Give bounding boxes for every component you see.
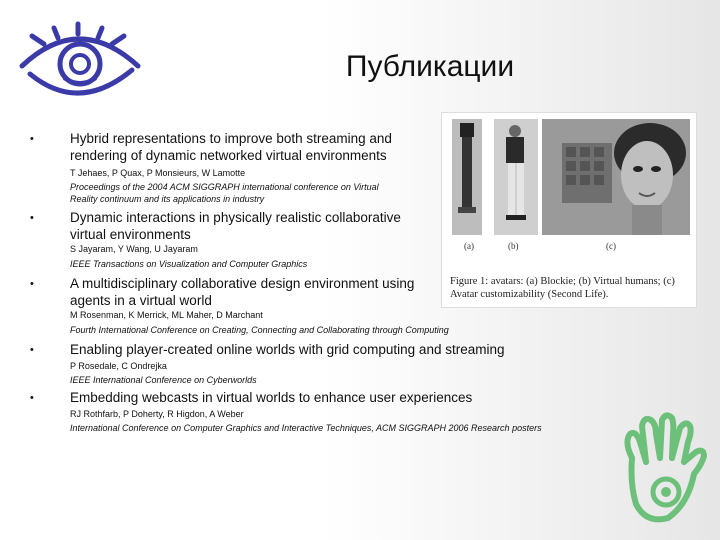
publication-title: Enabling player-created online worlds with grid computing and streaming: [70, 342, 505, 357]
eye-logo-icon: [14, 18, 144, 104]
bullet-icon: •: [30, 278, 34, 290]
publication-authors: RJ Rothfarb, P Doherty, R Higdon, A Weber: [70, 409, 244, 419]
publication-title: Embedding webcasts in virtual worlds to enhance user experiences: [70, 390, 473, 405]
bullet-icon: •: [30, 212, 34, 224]
publication-venue: IEEE International Conference on Cyberworlds: [70, 375, 257, 385]
publication-venue: IEEE Transactions on Visualization and Computer Graphics: [70, 259, 308, 269]
bullet-icon: •: [30, 133, 34, 145]
bullet-icon: •: [30, 344, 34, 356]
avatar-images: [442, 113, 696, 243]
publication-authors: P Rosedale, C Ondrejka: [70, 361, 167, 371]
figure-label-a: (a): [464, 241, 474, 251]
publication-authors: T Jehaes, P Quax, P Monsieurs, W Lamotte: [70, 168, 246, 178]
publication-venue: Fourth International Conference on Creating, Connecting and Collaborating through Computing: [70, 325, 449, 335]
publication-title: Hybrid representations to improve both streaming and rendering of dynamic networked virtual environments: [70, 131, 392, 163]
page-title: Публикации: [345, 50, 515, 83]
publication-authors: S Jayaram, Y Wang, U Jayaram: [70, 244, 198, 254]
publication-title: A multidisciplinary collaborative design environment using agents in a virtual world: [70, 276, 415, 308]
hand-logo-icon: [618, 412, 710, 530]
figure-label-c: (c): [606, 241, 616, 251]
figure-caption: Figure 1: avatars: (a) Blockie; (b) Virtual humans; (c) Avatar customizability (Second Life).: [450, 276, 675, 300]
publication-venue: International Conference on Computer Graphics and Interactive Techniques, ACM SIGGRAPH 2006 Research posters: [70, 423, 542, 433]
publication-title: Dynamic interactions in physically realistic collaborative virtual environments: [70, 210, 401, 242]
bullet-icon: •: [30, 392, 34, 404]
figure-label-b: (b): [508, 241, 519, 251]
publication-authors: M Rosenman, K Merrick, ML Maher, D Marchant: [70, 310, 263, 320]
avatar-figure: [441, 112, 697, 308]
publication-venue: Proceedings of the 2004 ACM SIGGRAPH international conference on Virtual Reality continuum and its applications in industry: [70, 182, 379, 204]
